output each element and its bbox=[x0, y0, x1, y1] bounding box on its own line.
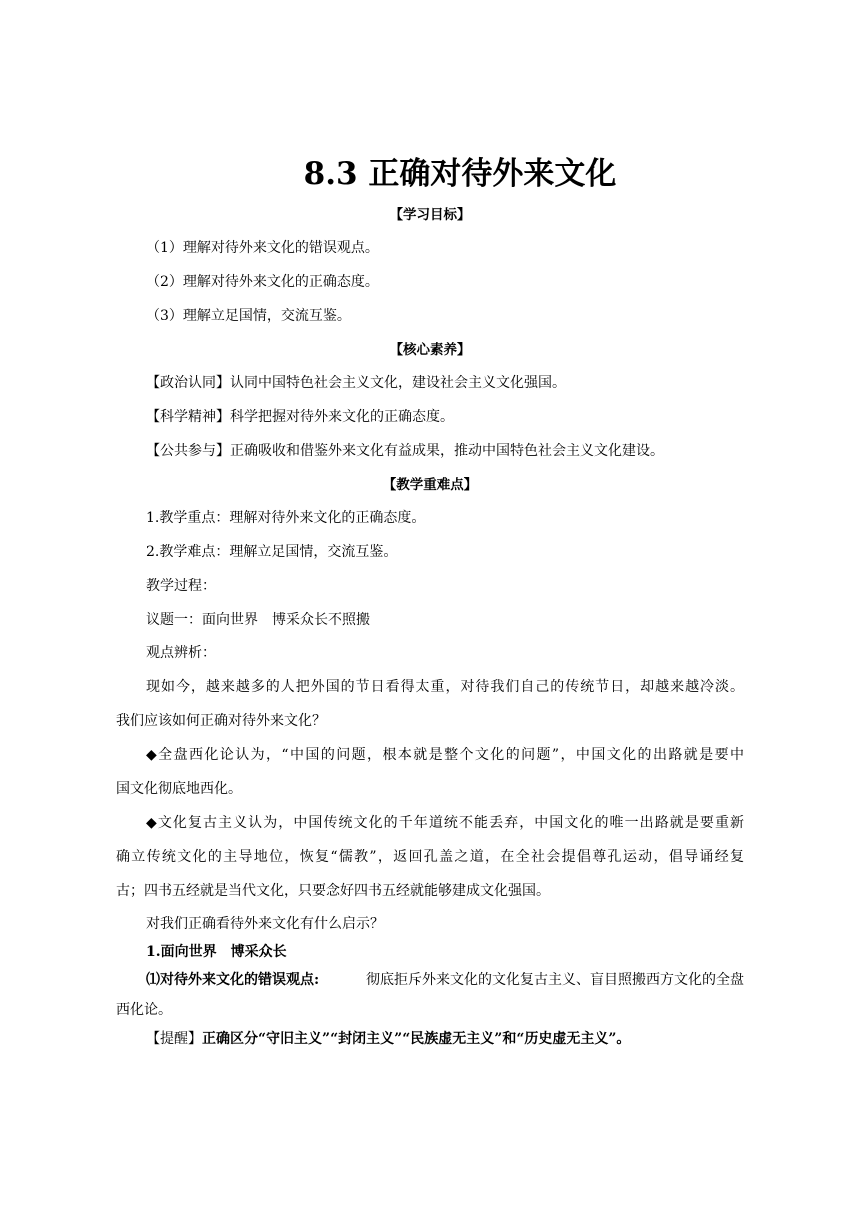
tip-line bbox=[146, 1029, 630, 1049]
section-heading: 1.面向世界 博采众长 bbox=[146, 944, 287, 960]
key-point-item: 2.教学难点：理解立足国情，交流互鉴。 bbox=[146, 544, 398, 560]
literacy-item: 【科学精神】科学把握对待外来文化的正确态度。 bbox=[146, 409, 454, 425]
tip-text: 正确区分“守旧主义”“封闭主义”“民族虚无主义”和“历史虚无主义”。 bbox=[202, 1031, 631, 1047]
question-line: 对我们正确看待外来文化有什么启示？ bbox=[146, 916, 384, 932]
topic-heading: 议题一：面向世界 博采众长不照搬 bbox=[146, 612, 370, 628]
paragraph-line: ◆全盘西化论认为，“中国的问题，根本就是整个文化的问题”，中国文化的出路就是要中 bbox=[146, 747, 744, 763]
paragraph-line: 古；四书五经就是当代文化，只要念好四书五经就能够建成文化强国。 bbox=[116, 883, 550, 899]
paragraph-line: 我们应该如何正确对待外来文化？ bbox=[116, 713, 326, 729]
page-title: 8.3 正确对待外来文化 bbox=[303, 156, 617, 192]
debate-label: 观点辨析： bbox=[146, 645, 216, 661]
point-label: ⑴对待外来文化的错误观点: bbox=[146, 972, 320, 988]
key-points-header: 【教学重难点】 bbox=[382, 477, 478, 493]
paragraph-line: ◆文化复古主义认为，中国传统文化的千年道统不能丢弃，中国文化的唯一出路就是要重新 bbox=[146, 815, 744, 831]
paragraph-line: 国文化彻底地西化。 bbox=[116, 781, 242, 797]
goal-item: （1）理解对待外来文化的错误观点。 bbox=[146, 240, 379, 256]
process-label: 教学过程： bbox=[146, 578, 216, 594]
goal-item: （2）理解对待外来文化的正确态度。 bbox=[146, 274, 379, 290]
paragraph-line: 西化论。 bbox=[116, 1002, 172, 1018]
key-point-item: 1.教学重点：理解对待外来文化的正确态度。 bbox=[146, 510, 426, 526]
goal-item: （3）理解立足国情，交流互鉴。 bbox=[146, 308, 351, 324]
paragraph-line: 现如今，越来越多的人把外国的节日看得太重，对待我们自己的传统节日，却越来越冷淡。 bbox=[146, 679, 744, 695]
paragraph-line: 确立传统文化的主导地位，恢复“儒教”，返回孔盖之道，在全社会提倡尊孔运动，倡导诵经复 bbox=[116, 849, 744, 865]
literacy-item: 【公共参与】正确吸收和借鉴外来文化有益成果，推动中国特色社会主义文化建设。 bbox=[146, 443, 664, 459]
goals-header: 【学习目标】 bbox=[389, 207, 471, 223]
tip-label: 【提醒】 bbox=[146, 1031, 202, 1047]
point-line bbox=[146, 970, 744, 990]
literacy-header: 【核心素养】 bbox=[389, 342, 471, 358]
literacy-item: 【政治认同】认同中国特色社会主义文化，建设社会主义文化强国。 bbox=[146, 375, 566, 391]
point-text: 彻底拒斥外来文化的文化复古主义、盲目照搬西方文化的全盘 bbox=[366, 972, 744, 988]
